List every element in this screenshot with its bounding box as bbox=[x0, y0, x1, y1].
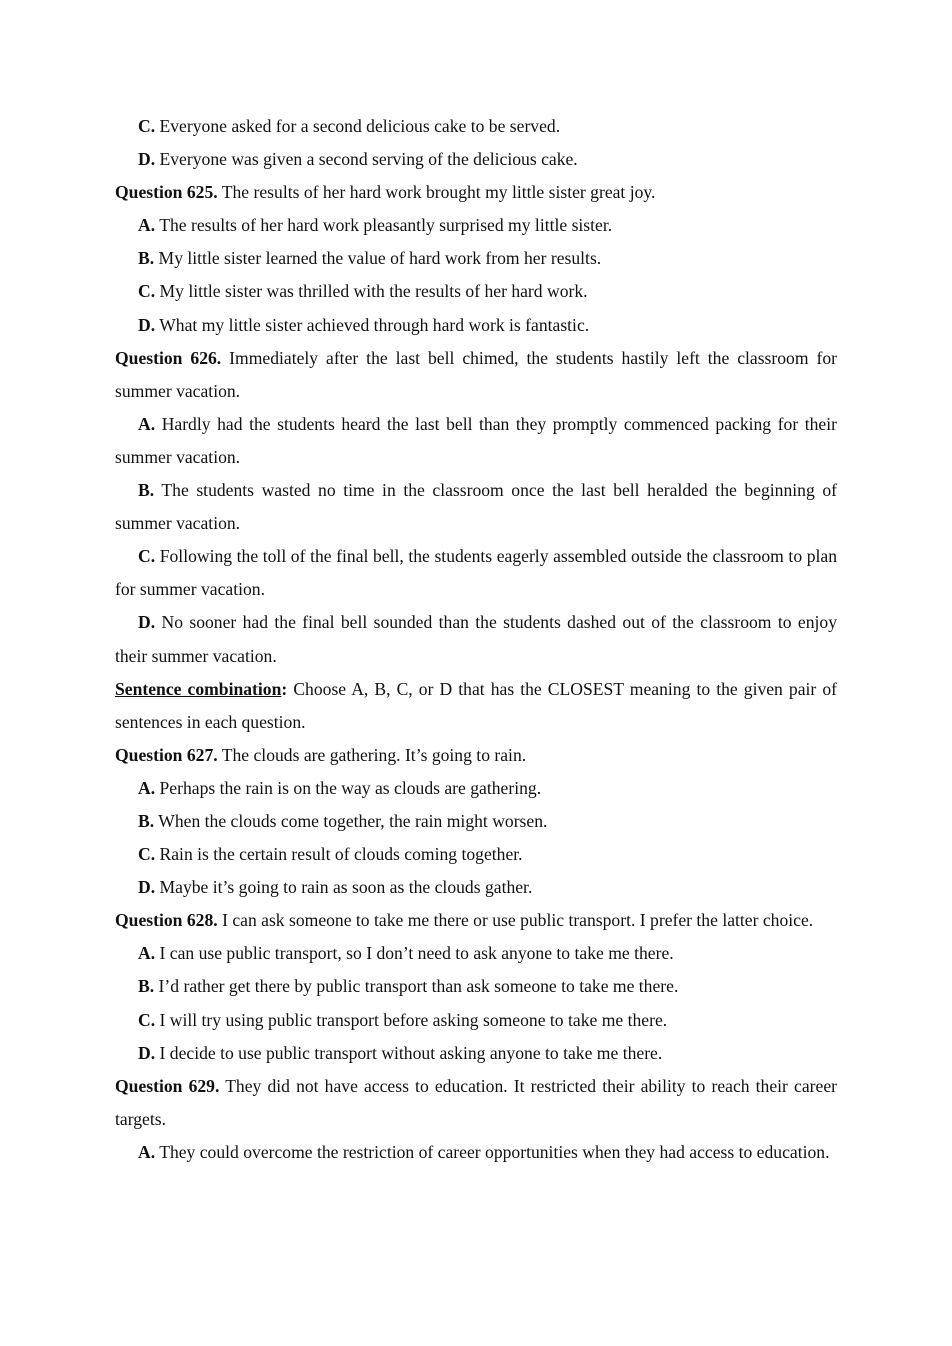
option-d bbox=[115, 1037, 837, 1070]
option-letter: A. bbox=[138, 413, 156, 434]
question-627-stem bbox=[115, 739, 837, 772]
option-d bbox=[115, 309, 837, 342]
question-text: Immediately after the last bell chimed, the students hastily left the classroom for summer vacation. bbox=[115, 347, 837, 401]
option-text: When the clouds come together, the rain might worsen. bbox=[158, 810, 548, 831]
option-letter: A. bbox=[138, 943, 156, 964]
question-text: I can ask someone to take me there or use public transport. I prefer the latter choice. bbox=[222, 910, 814, 931]
question-626-stem bbox=[115, 342, 837, 408]
option-letter: A. bbox=[138, 1141, 156, 1162]
option-c bbox=[115, 540, 837, 606]
question-text: The results of her hard work brought my little sister great joy. bbox=[221, 182, 656, 203]
section-title: Sentence combination bbox=[115, 678, 282, 699]
option-c bbox=[115, 110, 837, 143]
option-a bbox=[115, 937, 837, 970]
question-625-stem bbox=[115, 176, 837, 209]
option-text: What my little sister achieved through hard work is fantastic. bbox=[159, 314, 590, 335]
option-c bbox=[115, 1004, 837, 1037]
option-a bbox=[115, 408, 837, 474]
option-letter: B. bbox=[138, 480, 155, 501]
option-text: Everyone asked for a second delicious cake to be served. bbox=[159, 116, 561, 136]
section-colon: : bbox=[281, 678, 288, 699]
question-text: The clouds are gathering. It’s going to rain. bbox=[221, 744, 527, 765]
option-letter: C. bbox=[138, 546, 156, 567]
option-a bbox=[115, 1136, 837, 1169]
option-text: Hardly had the students heard the last bell than they promptly commenced packing for their summer vacation. bbox=[115, 413, 837, 467]
option-letter: B. bbox=[138, 976, 155, 997]
option-letter: B. bbox=[138, 248, 155, 269]
option-letter: C. bbox=[138, 116, 156, 136]
option-text: I can use public transport, so I don’t need to ask anyone to take me there. bbox=[159, 943, 674, 964]
option-text: I decide to use public transport without asking anyone to take me there. bbox=[159, 1042, 663, 1063]
option-text: I will try using public transport before asking someone to take me there. bbox=[159, 1009, 668, 1030]
option-b bbox=[115, 242, 837, 275]
option-d bbox=[115, 871, 837, 904]
option-b bbox=[115, 805, 837, 838]
option-c bbox=[115, 838, 837, 871]
option-text: No sooner had the final bell sounded than the students dashed out of the classroom to enjoy their summer vacation. bbox=[115, 612, 837, 666]
option-letter: D. bbox=[138, 149, 156, 170]
option-letter: D. bbox=[138, 877, 156, 898]
question-label: Question 627. bbox=[115, 744, 218, 765]
option-text: They could overcome the restriction of career opportunities when they had access to education. bbox=[159, 1141, 830, 1162]
question-label: Question 625. bbox=[115, 182, 218, 203]
question-label: Question 628. bbox=[115, 910, 218, 931]
option-text: The results of her hard work pleasantly surprised my little sister. bbox=[159, 215, 613, 236]
option-letter: D. bbox=[138, 314, 156, 335]
question-label: Question 629. bbox=[115, 1075, 220, 1096]
option-letter: B. bbox=[138, 810, 155, 831]
question-628-stem bbox=[115, 904, 837, 937]
option-c bbox=[115, 275, 837, 308]
option-text: My little sister learned the value of hard work from her results. bbox=[158, 248, 602, 269]
option-text: Perhaps the rain is on the way as clouds are gathering. bbox=[159, 777, 542, 798]
option-b bbox=[115, 970, 837, 1003]
option-text: My little sister was thrilled with the results of her hard work. bbox=[159, 281, 588, 302]
option-letter: C. bbox=[138, 1009, 156, 1030]
instruction-text: Choose A, B, C, or D that has the CLOSEST meaning to the given pair of sentences in each question. bbox=[115, 678, 838, 732]
section-instruction bbox=[115, 673, 837, 739]
question-label: Question 626. bbox=[115, 347, 222, 368]
option-d bbox=[115, 143, 837, 176]
option-letter: C. bbox=[138, 844, 156, 865]
option-letter: D. bbox=[138, 612, 156, 633]
option-a bbox=[115, 209, 837, 242]
option-letter: A. bbox=[138, 777, 156, 798]
option-d bbox=[115, 606, 837, 672]
option-text: The students wasted no time in the classroom once the last bell heralded the beginning of summer vacation. bbox=[115, 480, 837, 534]
option-letter: A. bbox=[138, 215, 156, 236]
option-a bbox=[115, 772, 837, 805]
option-text: Rain is the certain result of clouds coming together. bbox=[159, 844, 523, 865]
option-text: Following the toll of the final bell, the students eagerly assembled outside the classroom to plan for summer vacation. bbox=[115, 546, 837, 600]
question-629-stem bbox=[115, 1070, 837, 1136]
option-b bbox=[115, 474, 837, 540]
option-text: Maybe it’s going to rain as soon as the clouds gather. bbox=[159, 877, 533, 898]
question-text: They did not have access to education. It restricted their ability to reach their career targets. bbox=[115, 1075, 837, 1129]
option-letter: C. bbox=[138, 281, 156, 302]
option-letter: D. bbox=[138, 1042, 156, 1063]
option-text: I’d rather get there by public transport than ask someone to take me there. bbox=[158, 976, 679, 997]
option-text: Everyone was given a second serving of the delicious cake. bbox=[159, 149, 578, 170]
document-page bbox=[115, 110, 837, 1169]
